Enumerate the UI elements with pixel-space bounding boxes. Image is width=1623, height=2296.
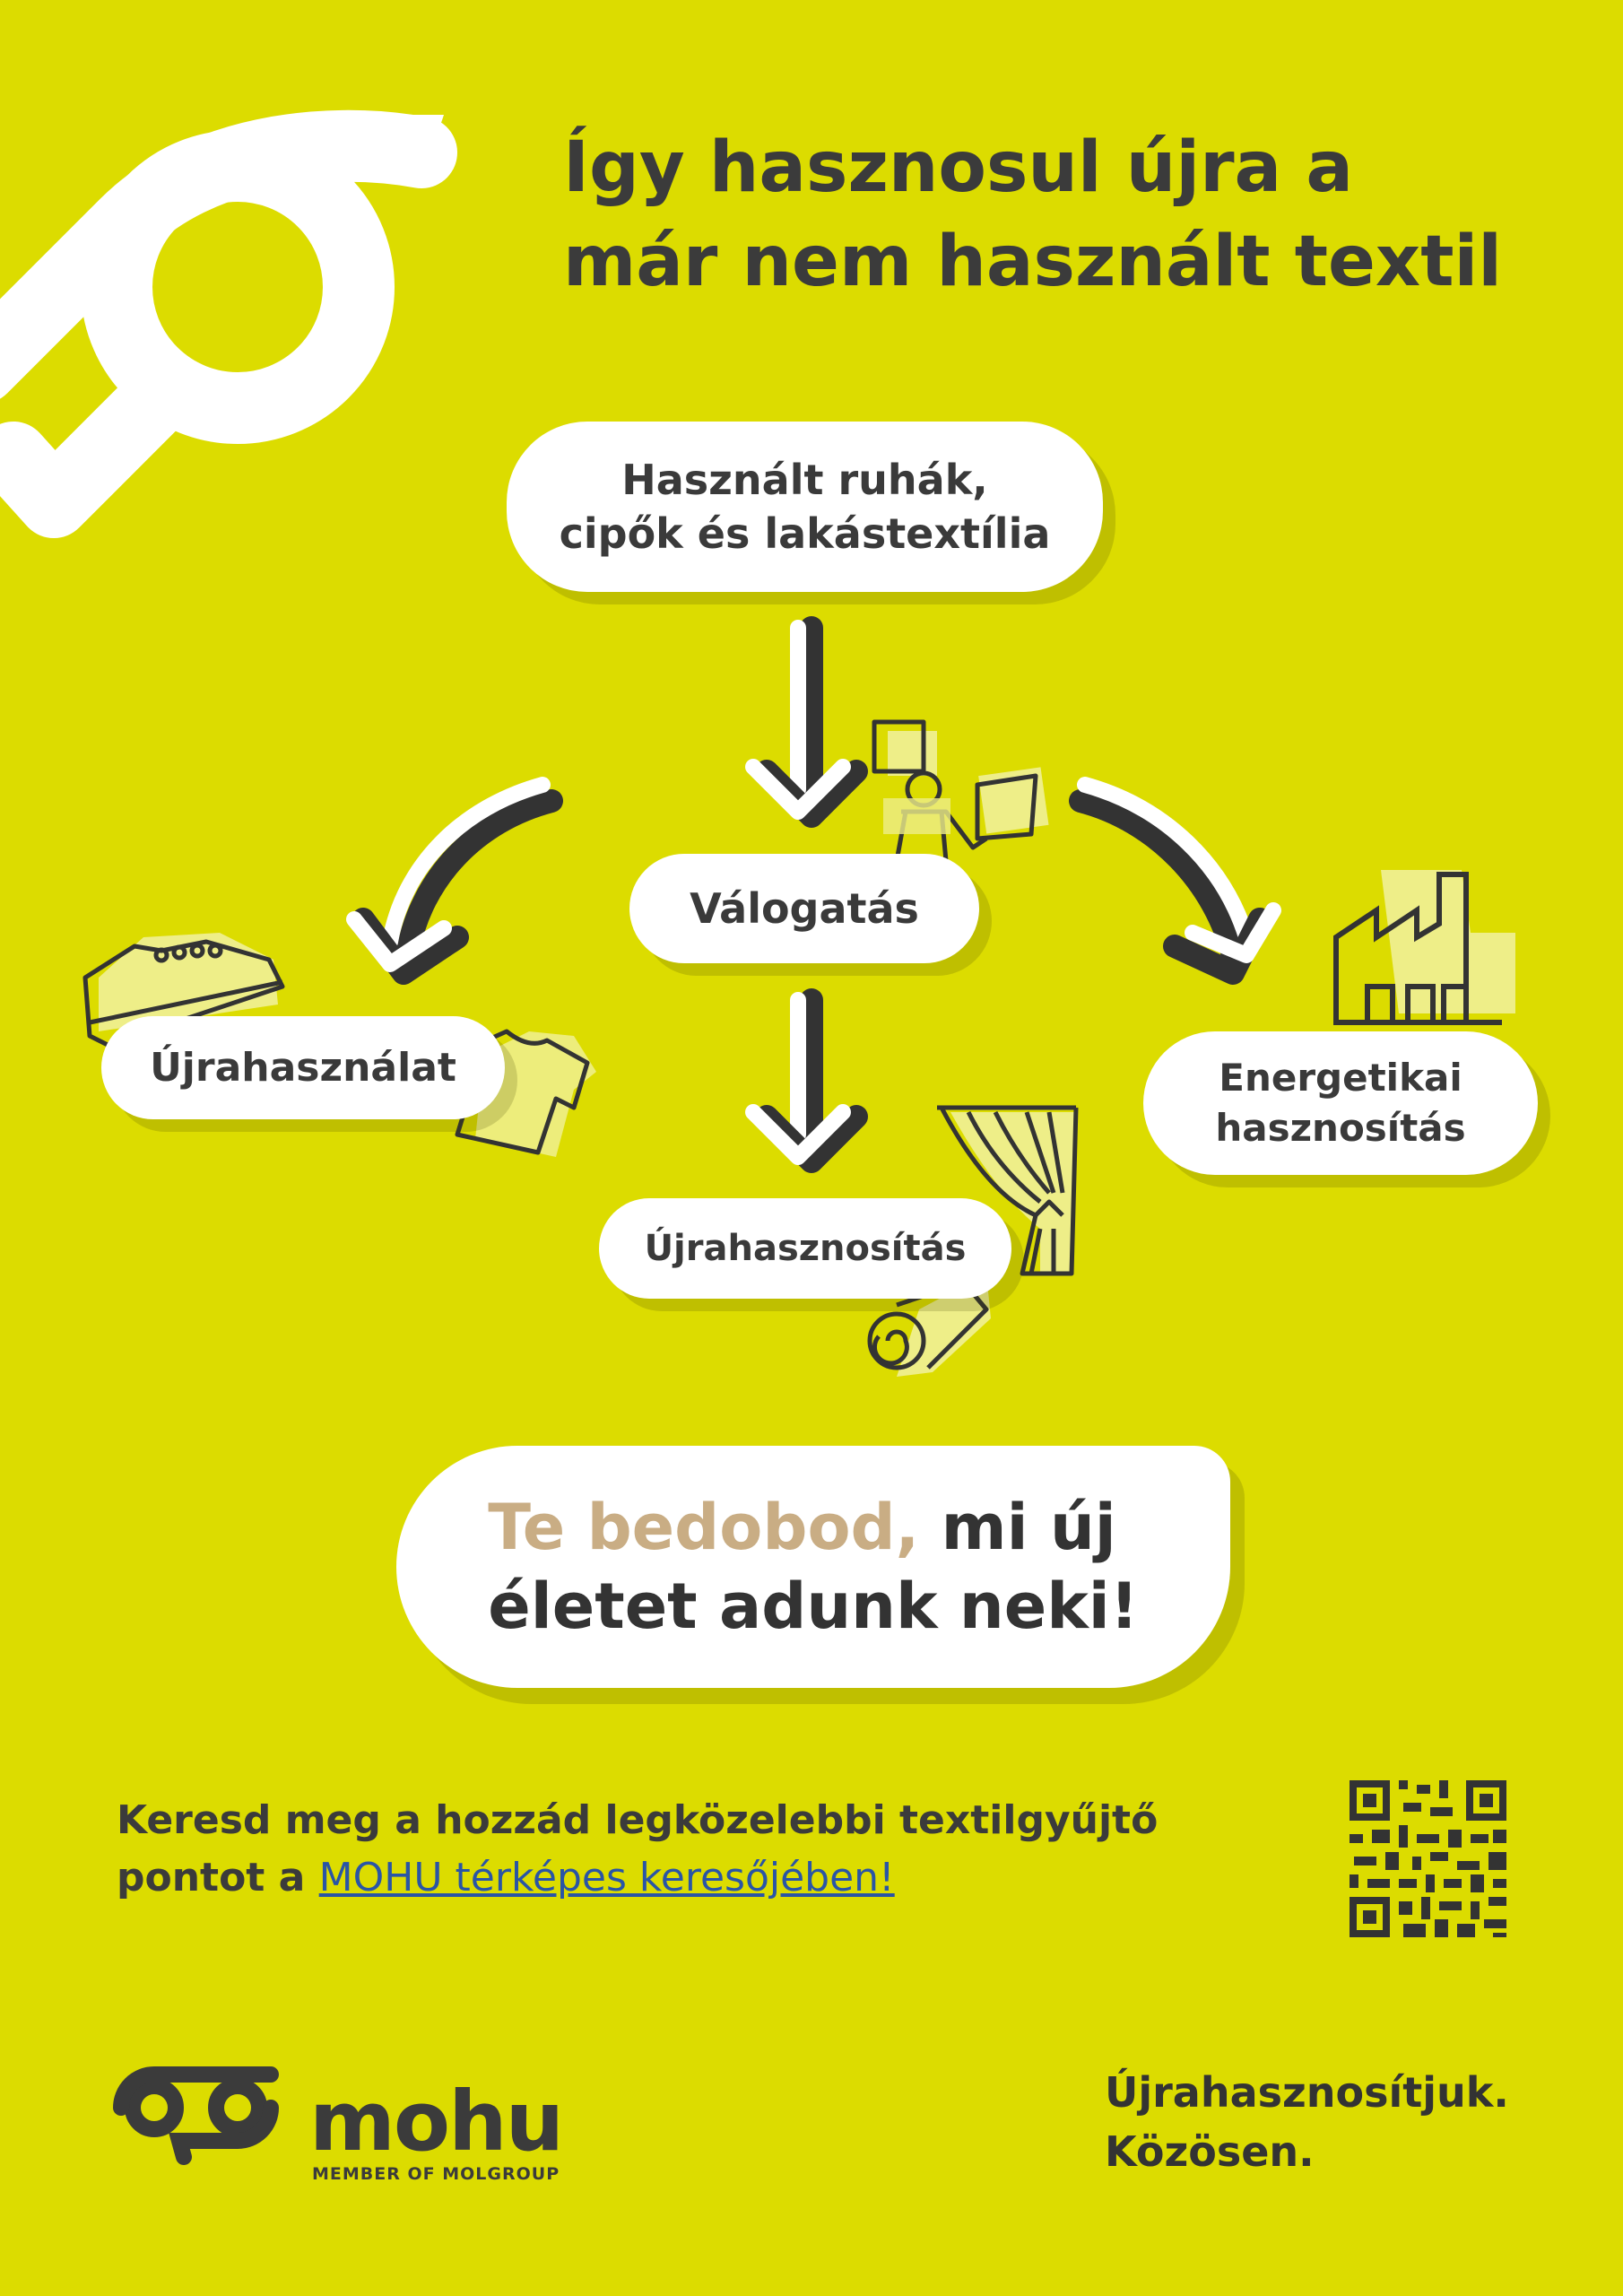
info-text [117,1792,1237,1907]
bubble-line2: életet adunk neki! [488,1570,1139,1643]
person-sorting-icon [874,722,1049,861]
brand-logo-watermark-icon [0,146,421,502]
arrow-down-bottom [753,1000,856,1161]
node-energy [1143,1031,1538,1175]
node-source-label: Használt ruhák, cipők és lakástextília [559,456,1051,558]
node-recycling [599,1198,1011,1299]
node-sorting-label: Válogatás [690,884,919,933]
node-source [507,422,1103,592]
bubble-message [488,1488,1138,1646]
arrow-curve-right [1081,785,1273,973]
speech-bubble [396,1446,1230,1688]
factory-icon [1336,870,1515,1022]
qr-code-icon [1350,1780,1506,1937]
page-title: Így hasznosul újra a már nem használt textil [563,127,1502,302]
node-energy-label: Energetikai hasznosítás [1215,1056,1466,1150]
mohu-logo-icon [121,2074,271,2157]
slogan-line2: Közösen. [1105,2127,1315,2176]
slogan [1105,2063,1571,2181]
brand-tagline: MEMBER OF MOLGROUP [312,2164,560,2184]
info-text-main: Keresd meg a hozzád legközelebbi textilgyűjtő pontot a [117,1797,1159,1900]
map-search-link[interactable]: MOHU térképes keresőjében! [318,1855,895,1900]
node-sorting [629,854,979,963]
arrow-curve-left [354,785,551,973]
slogan-line1: Újrahasznosítjuk. [1105,2068,1509,2117]
node-reuse [101,1016,505,1119]
bubble-line1-rest: mi új [919,1491,1116,1564]
node-recycling-label: Újrahasznosítás [644,1228,967,1269]
bubble-accent-text: Te bedobod, [488,1491,920,1564]
node-reuse-label: Újrahasználat [150,1045,456,1091]
arrow-down-top [753,628,856,816]
brand-name: mohu [309,2074,563,2170]
